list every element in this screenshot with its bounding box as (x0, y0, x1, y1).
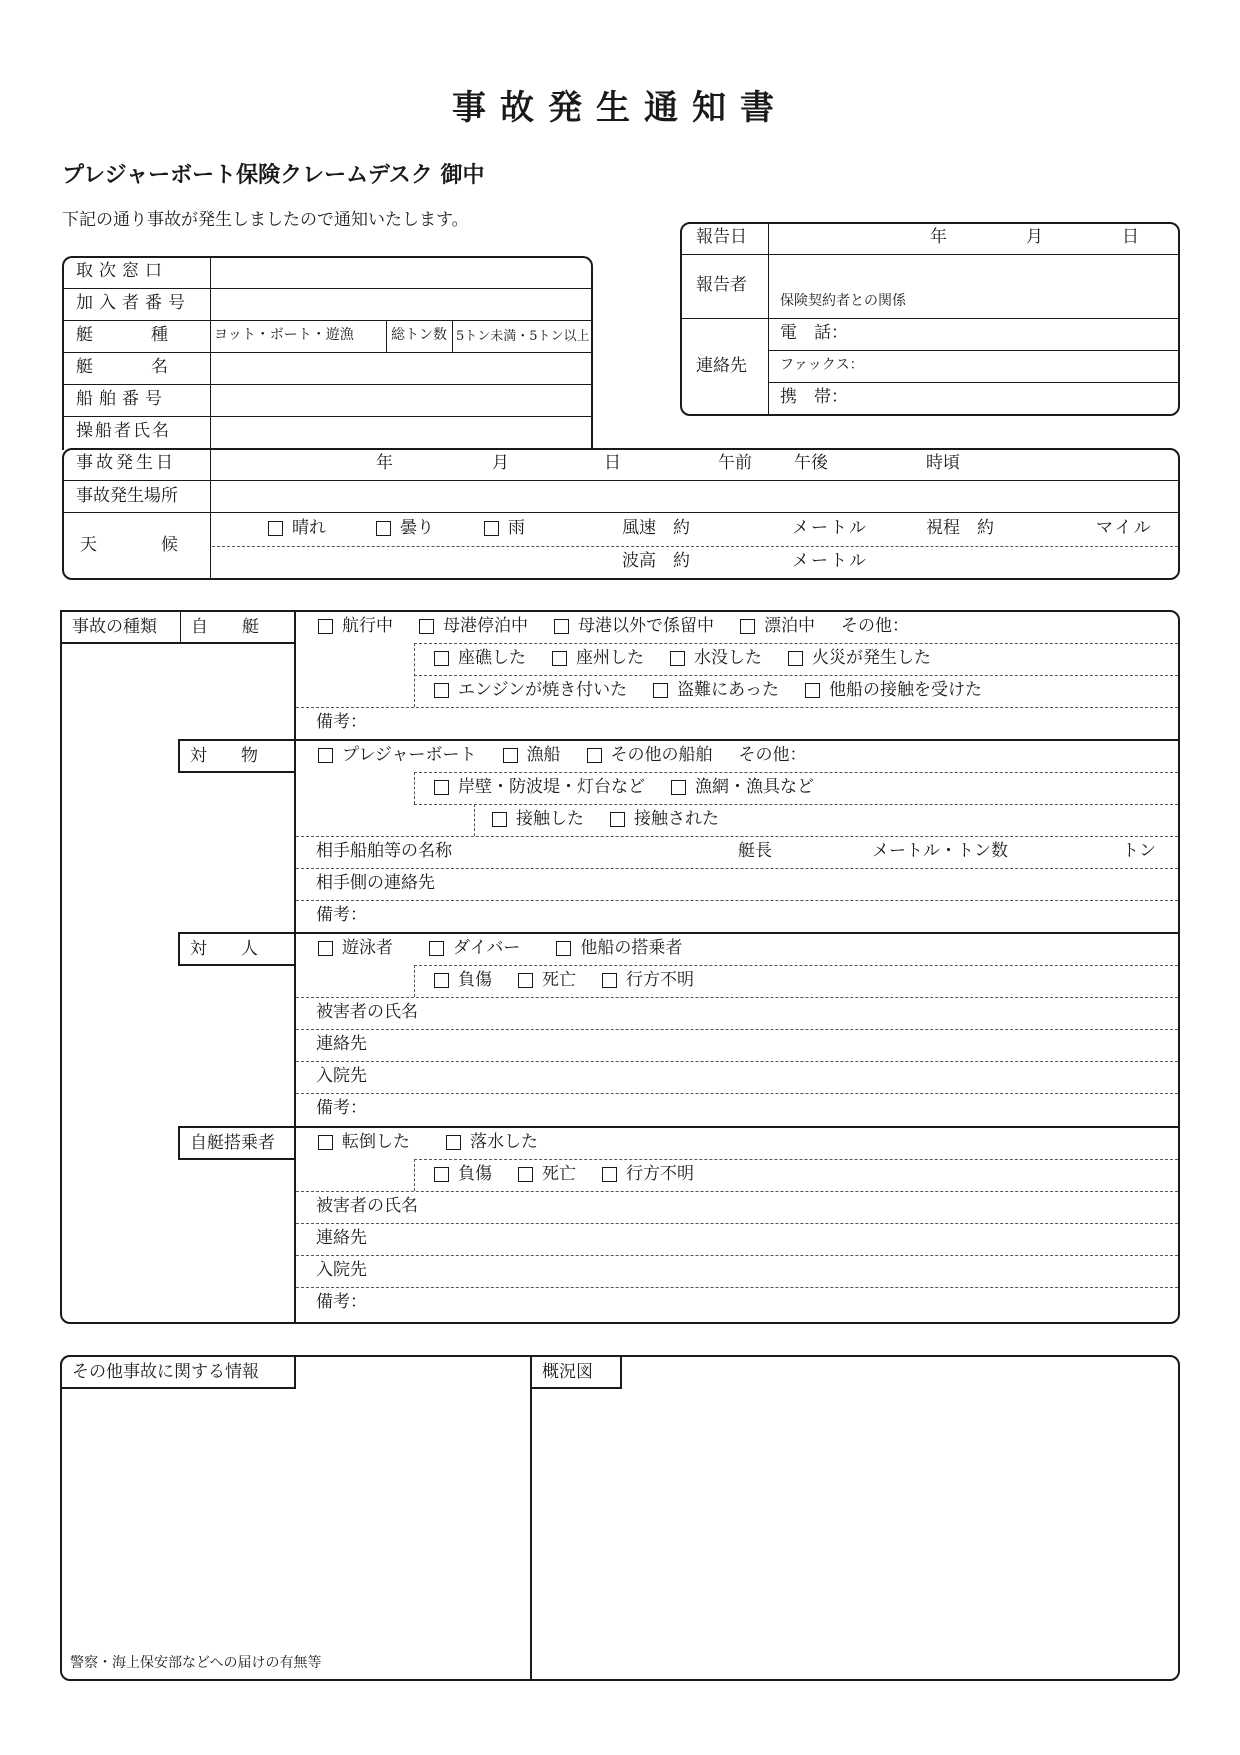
checkbox[interactable] (518, 973, 533, 988)
incident-am: 午前 (718, 453, 752, 473)
own-vessel-remarks: 備考： (316, 712, 367, 732)
checkbox[interactable] (518, 1167, 533, 1182)
reporter-field[interactable] (770, 256, 1178, 292)
checkbox[interactable] (318, 619, 333, 634)
crew-hospital-label: 入院先 (316, 1260, 367, 1280)
agency-field[interactable] (212, 258, 590, 287)
weather-cloudy-option[interactable]: 曇り (376, 520, 434, 537)
property-option[interactable]: 岸壁・防波堤・灯台など (434, 779, 645, 796)
weather-checkbox-row (268, 520, 551, 537)
checkbox[interactable] (740, 619, 755, 634)
person-row2 (434, 972, 720, 989)
checkbox[interactable] (419, 619, 434, 634)
checkbox[interactable] (554, 619, 569, 634)
incident-time: 時頃 (926, 453, 960, 473)
operator-field[interactable] (212, 418, 590, 447)
person-outcome-option[interactable]: 負傷 (434, 972, 492, 989)
property-remarks: 備考： (316, 905, 367, 925)
own-vessel-tab: 自 艇 (180, 610, 296, 644)
phone-label: 電 話： (780, 323, 848, 343)
checkbox[interactable] (556, 941, 571, 956)
incident-year: 年 (376, 453, 393, 473)
counterparty-name-label: 相手船舶等の名称 (316, 841, 452, 861)
police-report-note: 警察・海上保安部などへの届けの有無等 (70, 1655, 322, 1671)
fax-label: ファックス： (780, 357, 864, 373)
person-option[interactable]: ダイバー (429, 940, 520, 957)
person-option[interactable]: 遊泳者 (318, 940, 393, 957)
checkbox[interactable] (434, 1167, 449, 1182)
weather-label: 天 候 (80, 535, 188, 555)
member-no-label: 加入者番号 (76, 293, 191, 313)
wind-label: 風速 約 (622, 518, 690, 538)
checkbox[interactable] (484, 521, 499, 536)
person-hospital-label: 入院先 (316, 1066, 367, 1086)
checkbox[interactable] (318, 1135, 333, 1150)
checkbox[interactable] (429, 941, 444, 956)
wind-unit: メートル (792, 518, 868, 538)
sketch-area[interactable] (534, 1392, 1174, 1676)
person-tab: 対 人 (178, 932, 296, 966)
checkbox[interactable] (446, 1135, 461, 1150)
vessel-name-field[interactable] (212, 354, 590, 383)
mobile-label: 携 帯： (780, 387, 848, 407)
property-remarks-field[interactable] (370, 902, 1176, 931)
incident-day: 日 (604, 453, 621, 473)
person-remarks: 備考： (316, 1098, 367, 1118)
ton-label: トン (1122, 841, 1156, 861)
counterparty-contact-label: 相手側の連絡先 (316, 873, 435, 893)
own-vessel-row2 (434, 650, 957, 667)
counterparty-contact-field[interactable] (460, 870, 1176, 899)
crew-row1 (318, 1134, 564, 1151)
agency-label: 取次窓口 (76, 261, 168, 281)
checkbox[interactable] (587, 748, 602, 763)
incident-month: 月 (492, 453, 509, 473)
weather-sunny-option[interactable]: 晴れ (268, 520, 326, 537)
property-option[interactable]: 漁網・漁具など (671, 779, 814, 796)
contact-label: 連絡先 (696, 356, 747, 376)
own-vessel-option[interactable]: 母港停泊中 (419, 618, 528, 635)
operator-label: 操船者氏名 (76, 421, 171, 441)
crew-row2 (434, 1166, 720, 1183)
vessel-name-label: 艇 名 (76, 357, 176, 377)
own-vessel-option[interactable]: エンジンが焼き付いた (434, 682, 627, 699)
reporter-label: 報告者 (696, 275, 747, 295)
checkbox[interactable] (434, 651, 449, 666)
property-option[interactable]: 接触された (610, 811, 719, 828)
sketch-tab: 概況図 (530, 1355, 622, 1389)
wave-label: 波高 約 (622, 551, 690, 571)
report-date-label: 報告日 (696, 227, 747, 247)
checkbox[interactable] (610, 812, 625, 827)
property-other: その他： (738, 745, 807, 765)
incident-place-label: 事故発生場所 (76, 486, 178, 506)
own-vessel-option[interactable]: 水没した (670, 650, 762, 667)
relation-label: 保険契約者との関係 (780, 293, 906, 309)
intro-text: 下記の通り事故が発生しましたので通知いたします。 (62, 210, 469, 230)
own-vessel-option[interactable]: 座州した (552, 650, 644, 667)
ship-no-field[interactable] (212, 386, 590, 415)
checkbox[interactable] (376, 521, 391, 536)
weather-rain-option[interactable]: 雨 (484, 520, 525, 537)
own-vessel-option[interactable]: 座礁した (434, 650, 526, 667)
property-option[interactable]: 漁船 (503, 747, 561, 764)
checkbox[interactable] (653, 683, 668, 698)
checkbox[interactable] (805, 683, 820, 698)
crew-victim-name-label: 被害者の氏名 (316, 1196, 418, 1216)
crew-outcome-option[interactable]: 行方不明 (602, 1166, 694, 1183)
vessel-type-label: 艇 種 (76, 325, 176, 345)
checkbox[interactable] (492, 812, 507, 827)
checkbox[interactable] (602, 1167, 617, 1182)
own-vessel-option[interactable]: 盗難にあった (653, 682, 779, 699)
property-tab: 対 物 (178, 739, 296, 773)
fax-field[interactable] (880, 352, 1178, 381)
crew-outcome-option[interactable]: 死亡 (518, 1166, 576, 1183)
wave-unit: メートル (792, 551, 868, 571)
addressee: プレジャーボート保険クレームデスク 御中 (62, 163, 485, 188)
checkbox[interactable] (434, 973, 449, 988)
own-vessel-other: その他： (841, 616, 909, 636)
ship-no-label: 船舶番号 (76, 389, 168, 409)
checkbox[interactable] (434, 780, 449, 795)
crew-tab: 自艇搭乗者 (178, 1126, 296, 1160)
incident-date-label: 事故発生日 (76, 453, 176, 473)
checkbox[interactable] (434, 683, 449, 698)
visibility-label: 視程 約 (926, 518, 994, 538)
report-month: 月 (1026, 227, 1043, 247)
property-row1 (318, 747, 807, 764)
own-vessel-row3 (434, 682, 1008, 699)
own-vessel-option[interactable]: 母港以外で係留中 (554, 618, 714, 635)
property-row3 (492, 811, 745, 828)
person-outcome-option[interactable]: 行方不明 (602, 972, 694, 989)
crew-option[interactable]: 転倒した (318, 1134, 410, 1151)
other-info-field[interactable] (64, 1392, 526, 1650)
person-contact-label: 連絡先 (316, 1034, 367, 1054)
own-vessel-option[interactable]: 漂泊中 (740, 618, 815, 635)
tonnage-label: 総トン数 (391, 327, 447, 343)
person-victim-name-label: 被害者の氏名 (316, 1002, 418, 1022)
accident-type-tab: 事故の種類 (60, 610, 182, 644)
own-vessel-option[interactable]: 他船の接触を受けた (805, 682, 982, 699)
person-outcome-option[interactable]: 死亡 (518, 972, 576, 989)
checkbox[interactable] (268, 521, 283, 536)
crew-outcome-option[interactable]: 負傷 (434, 1166, 492, 1183)
own-vessel-option[interactable]: 航行中 (318, 618, 393, 635)
property-option[interactable]: 接触した (492, 811, 584, 828)
own-vessel-row1 (318, 618, 909, 635)
incident-place-field[interactable] (212, 482, 1178, 511)
incident-date-field[interactable] (212, 450, 1178, 479)
checkbox[interactable] (670, 651, 685, 666)
crew-contact-label: 連絡先 (316, 1228, 367, 1248)
checkbox[interactable] (318, 941, 333, 956)
checkbox[interactable] (788, 651, 803, 666)
checkbox[interactable] (671, 780, 686, 795)
checkbox[interactable] (503, 748, 518, 763)
own-vessel-option[interactable]: 火災が発生した (788, 650, 931, 667)
person-option[interactable]: 他船の搭乗者 (556, 940, 682, 957)
report-year: 年 (930, 227, 947, 247)
person-row1 (318, 940, 708, 957)
vessel-type-options: ヨット・ボート・遊漁 (214, 327, 354, 343)
phone-field[interactable] (860, 320, 1178, 349)
visibility-unit: マイル (1096, 518, 1153, 538)
checkbox[interactable] (318, 748, 333, 763)
crew-option[interactable]: 落水した (446, 1134, 538, 1151)
document-title: 事故発生通知書 (452, 88, 788, 128)
member-no-field[interactable] (212, 290, 590, 319)
meter-ton-label: メートル・トン数 (872, 841, 1008, 861)
own-vessel-remarks-field[interactable] (370, 709, 1176, 738)
tonnage-options: 5トン未満・5トン以上 (456, 329, 590, 344)
checkbox[interactable] (552, 651, 567, 666)
property-option[interactable]: プレジャーボート (318, 747, 477, 764)
other-info-tab: その他事故に関する情報 (60, 1355, 296, 1389)
mobile-field[interactable] (860, 384, 1178, 414)
property-row2 (434, 779, 840, 796)
report-day: 日 (1122, 227, 1139, 247)
vessel-length-label: 艇長 (738, 841, 772, 861)
property-option[interactable]: その他の船舶 (587, 747, 713, 764)
checkbox[interactable] (602, 973, 617, 988)
crew-remarks: 備考： (316, 1292, 367, 1312)
report-date-field[interactable] (770, 224, 1178, 253)
incident-pm: 午後 (794, 453, 828, 473)
